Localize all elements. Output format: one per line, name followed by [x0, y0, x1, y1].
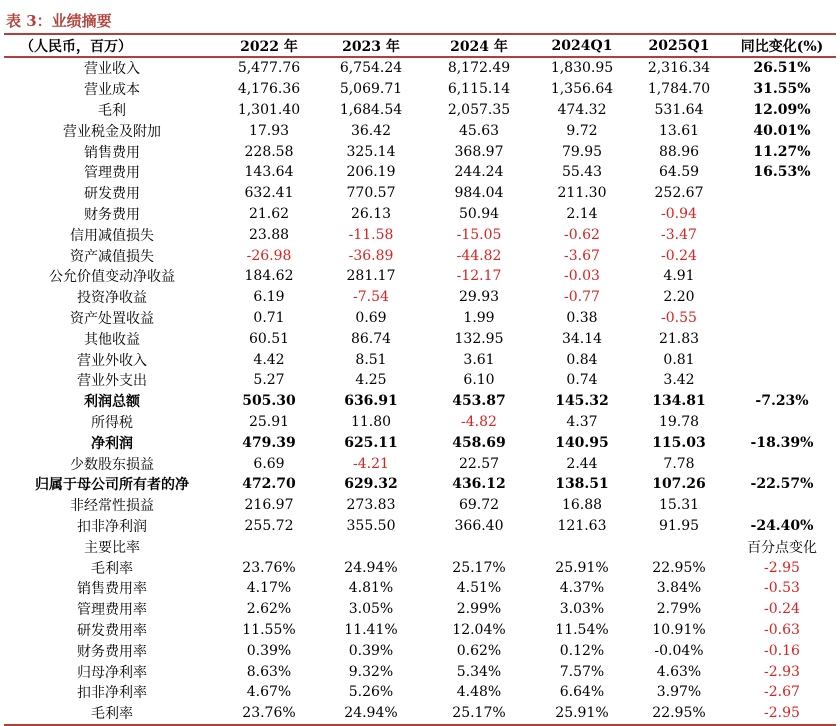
yoy-change-cell: 百分点变化	[747, 539, 817, 556]
value-cell: 636.91	[344, 393, 398, 410]
header-2024q1: 2024Q1	[534, 35, 630, 57]
value-cell: 281.17	[346, 268, 396, 285]
table-row	[4, 245, 836, 266]
row-label: 非经常性损益	[70, 498, 154, 515]
value-cell: 55.43	[561, 164, 603, 181]
table-row	[4, 266, 836, 287]
table-row	[4, 120, 836, 141]
value-cell: 184.62	[244, 268, 294, 285]
yoy-change-cell	[728, 183, 836, 204]
yoy-change-cell: -0.63	[764, 621, 800, 638]
table-row	[4, 620, 836, 641]
value-cell: 2.79%	[656, 601, 702, 618]
table-row	[4, 557, 836, 578]
value-cell: -3.67	[564, 247, 600, 264]
value-cell: 252.67	[654, 185, 704, 202]
value-cell: 770.57	[346, 185, 396, 202]
header-2025q1: 2025Q1	[630, 35, 728, 57]
table-row	[4, 391, 836, 412]
row-label: 营业收入	[84, 61, 140, 78]
row-label: 毛利率	[91, 560, 133, 577]
table-row	[4, 682, 836, 703]
value-cell: 3.84%	[656, 580, 702, 597]
row-label: 研发费用率	[77, 622, 147, 639]
value-cell: -26.98	[246, 247, 292, 264]
row-label: 扣非净利率	[77, 685, 147, 702]
value-cell: 0.69	[355, 309, 387, 326]
yoy-change-cell: -2.95	[728, 703, 836, 725]
row-label: 公允价值变动净收益	[49, 269, 175, 286]
row-label: 少数股东损益	[70, 456, 154, 473]
value-cell: 4.17%	[246, 580, 292, 597]
table-row	[4, 412, 836, 433]
value-cell: 134.81	[652, 393, 706, 410]
table-row	[4, 57, 836, 79]
row-label: 财务费用率	[77, 643, 147, 660]
yoy-change-cell	[728, 266, 836, 287]
header-2022: 2022 年	[220, 35, 318, 57]
yoy-change-cell: -0.16	[764, 642, 800, 659]
value-cell: 6,115.14	[447, 81, 511, 98]
value-cell: -11.58	[348, 226, 394, 243]
value-cell: -0.77	[564, 289, 600, 306]
value-cell: 3.05%	[348, 601, 394, 618]
value-cell	[220, 536, 318, 557]
table-row	[4, 224, 836, 245]
value-cell: 6.64%	[559, 684, 605, 701]
row-label: 毛利	[98, 102, 126, 119]
value-cell: 2.62%	[246, 601, 292, 618]
value-cell: 11.41%	[344, 621, 398, 638]
value-cell: 45.63	[458, 122, 500, 139]
value-cell: 25.91	[248, 413, 290, 430]
value-cell: 25.91%	[534, 703, 630, 725]
value-cell: 22.95%	[652, 559, 706, 576]
value-cell: 1,356.64	[550, 81, 614, 98]
row-label: 扣非净利润	[77, 518, 147, 535]
value-cell	[318, 536, 424, 557]
yoy-change-cell: 40.01%	[753, 122, 811, 139]
value-cell: 6.10	[463, 372, 495, 389]
value-cell: 206.19	[346, 164, 396, 181]
yoy-change-cell: -22.57%	[750, 476, 814, 493]
value-cell: 4.51%	[456, 580, 502, 597]
value-cell: 1,784.70	[647, 81, 711, 98]
table-row	[4, 453, 836, 474]
yoy-change-cell: 12.09%	[753, 101, 811, 118]
row-label: 资产减值损失	[70, 248, 154, 265]
row-label: 利润总额	[84, 394, 140, 411]
value-cell: 25.17%	[424, 703, 534, 725]
value-cell: 21.62	[248, 205, 290, 222]
value-cell: 50.94	[458, 205, 500, 222]
value-cell: 86.74	[350, 330, 392, 347]
value-cell: 0.71	[253, 309, 285, 326]
value-cell	[534, 536, 630, 557]
value-cell: 25.91%	[555, 559, 609, 576]
value-cell: -12.17	[456, 268, 502, 285]
value-cell: 10.91%	[652, 621, 706, 638]
value-cell: 26.13	[350, 205, 392, 222]
value-cell: 8,172.49	[447, 60, 511, 77]
value-cell: 88.96	[658, 143, 700, 160]
value-cell: 121.63	[557, 517, 607, 534]
table-row	[4, 328, 836, 349]
value-cell: 4.67%	[246, 684, 292, 701]
value-cell: 23.76%	[220, 703, 318, 725]
value-cell: 23.88	[248, 226, 290, 243]
value-cell: 273.83	[346, 497, 396, 514]
value-cell: 24.94%	[344, 559, 398, 576]
value-cell: 5,477.76	[237, 60, 301, 77]
row-label: 营业外支出	[77, 373, 147, 390]
row-label: 净利润	[91, 435, 133, 452]
value-cell: 255.72	[244, 517, 294, 534]
value-cell: 60.51	[248, 330, 290, 347]
value-cell: 0.62%	[456, 642, 502, 659]
yoy-change-cell	[728, 349, 836, 370]
value-cell: 22.57	[458, 455, 500, 472]
value-cell: 4.37	[566, 413, 598, 430]
yoy-change-cell	[728, 245, 836, 266]
value-cell: 12.04%	[452, 621, 506, 638]
table-row	[4, 640, 836, 661]
value-cell: 3.42	[663, 372, 695, 389]
value-cell: 366.40	[454, 517, 504, 534]
value-cell: 22.95%	[630, 703, 728, 725]
value-cell: -0.55	[661, 309, 697, 326]
value-cell: 91.95	[658, 517, 700, 534]
value-cell: 5.27	[253, 372, 285, 389]
value-cell: 984.04	[454, 185, 504, 202]
value-cell: 479.39	[242, 434, 296, 451]
value-cell: 11.55%	[242, 621, 296, 638]
value-cell: 0.39%	[348, 642, 394, 659]
value-cell: -7.54	[353, 289, 389, 306]
value-cell: 474.32	[557, 101, 607, 118]
value-cell: 472.70	[242, 476, 296, 493]
value-cell: 2.44	[566, 455, 598, 472]
value-cell: 115.03	[652, 434, 706, 451]
table-row	[4, 599, 836, 620]
value-cell: 2.20	[663, 289, 695, 306]
table-row	[4, 432, 836, 453]
value-cell: 36.42	[350, 122, 392, 139]
table-row	[4, 370, 836, 391]
value-cell: 1,830.95	[550, 60, 614, 77]
table-row	[4, 661, 836, 682]
yoy-change-cell: 11.27%	[753, 143, 811, 160]
yoy-change-cell	[728, 370, 836, 391]
value-cell: 4.91	[663, 268, 695, 285]
value-cell: 17.93	[248, 122, 290, 139]
value-cell: 13.61	[658, 122, 700, 139]
row-label: 毛利率	[4, 703, 220, 725]
value-cell: 2.14	[566, 205, 598, 222]
yoy-change-cell: -18.39%	[750, 434, 814, 451]
value-cell: 325.14	[346, 143, 396, 160]
value-cell: 2,316.34	[647, 60, 711, 77]
value-cell: 211.30	[557, 185, 607, 202]
table-row	[4, 495, 836, 516]
value-cell: -0.03	[564, 268, 600, 285]
value-cell: 21.83	[658, 330, 700, 347]
yoy-change-cell: 26.51%	[753, 60, 811, 77]
value-cell: 0.84	[566, 351, 598, 368]
yoy-change-cell: 16.53%	[753, 164, 811, 181]
value-cell: 11.80	[350, 413, 392, 430]
value-cell: 3.03%	[559, 601, 605, 618]
value-cell: -36.89	[348, 247, 394, 264]
value-cell: -4.82	[461, 413, 497, 430]
header-yoy-change: 同比变化(%)	[728, 35, 836, 57]
header-unit: （人民币，百万）	[4, 35, 220, 57]
value-cell: 453.87	[452, 393, 506, 410]
value-cell: -15.05	[456, 226, 502, 243]
value-cell: -4.21	[353, 455, 389, 472]
value-cell: 79.95	[561, 143, 603, 160]
row-label: 归属于母公司所有者的净	[35, 477, 189, 494]
value-cell: 7.78	[663, 455, 695, 472]
value-cell: 632.41	[244, 185, 294, 202]
yoy-change-cell: 31.55%	[753, 81, 811, 98]
value-cell: 629.32	[344, 476, 398, 493]
header-2023: 2023 年	[318, 35, 424, 57]
value-cell: 19.78	[658, 413, 700, 430]
yoy-change-cell	[728, 495, 836, 516]
table-row	[4, 536, 836, 557]
row-label: 投资净收益	[77, 290, 147, 307]
value-cell: 0.81	[663, 351, 695, 368]
value-cell: 458.69	[452, 434, 506, 451]
table-row	[4, 578, 836, 599]
value-cell: 3.61	[463, 351, 495, 368]
yoy-change-cell	[728, 412, 836, 433]
value-cell: -0.04%	[654, 642, 704, 659]
row-label: 管理费用	[84, 165, 140, 182]
value-cell: 69.72	[458, 497, 500, 514]
value-cell: 4.48%	[456, 684, 502, 701]
table-row	[4, 204, 836, 225]
table-row	[4, 100, 836, 121]
value-cell: 132.95	[454, 330, 504, 347]
table-row	[4, 308, 836, 329]
row-label: 主要比率	[84, 539, 140, 556]
value-cell: -3.47	[661, 226, 697, 243]
table-title: 表 3：业绩摘要	[6, 12, 112, 30]
yoy-change-cell	[728, 328, 836, 349]
row-label: 销售费用率	[77, 581, 147, 598]
value-cell: 4.81%	[348, 580, 394, 597]
table-row	[4, 162, 836, 183]
row-label: 销售费用	[84, 144, 140, 161]
yoy-change-cell: -2.95	[764, 559, 800, 576]
value-cell: 15.31	[658, 497, 700, 514]
table-row	[4, 183, 836, 204]
value-cell: 107.26	[652, 476, 706, 493]
yoy-change-cell: -2.93	[764, 663, 800, 680]
table-row	[4, 703, 836, 725]
table-header-row	[4, 35, 836, 57]
value-cell: -0.24	[661, 247, 697, 264]
row-label: 资产处置收益	[70, 310, 154, 327]
value-cell: 4.25	[355, 372, 387, 389]
table-row	[4, 474, 836, 495]
value-cell: 7.57%	[559, 663, 605, 680]
value-cell: 228.58	[244, 143, 294, 160]
yoy-change-cell: -7.23%	[755, 393, 809, 410]
value-cell: 16.88	[561, 497, 603, 514]
value-cell: 9.32%	[348, 663, 394, 680]
row-label: 所得税	[91, 414, 133, 431]
yoy-change-cell	[728, 308, 836, 329]
row-label: 归母净利率	[77, 664, 147, 681]
value-cell: 64.59	[658, 164, 700, 181]
yoy-change-cell	[728, 287, 836, 308]
value-cell: 29.93	[458, 289, 500, 306]
yoy-change-cell: -24.40%	[750, 517, 814, 534]
row-label: 管理费用率	[77, 602, 147, 619]
table-row	[4, 79, 836, 100]
value-cell: 140.95	[555, 434, 609, 451]
row-label: 营业税金及附加	[63, 123, 161, 140]
yoy-change-cell	[728, 224, 836, 245]
value-cell: 34.14	[561, 330, 603, 347]
value-cell: 143.64	[244, 164, 294, 181]
value-cell	[424, 536, 534, 557]
value-cell: 355.50	[346, 517, 396, 534]
value-cell: 4,176.36	[237, 81, 301, 98]
value-cell: 4.63%	[656, 663, 702, 680]
row-label: 营业外收入	[77, 352, 147, 369]
value-cell: 2,057.35	[447, 101, 511, 118]
value-cell: 6,754.24	[339, 60, 403, 77]
row-label: 财务费用	[84, 206, 140, 223]
value-cell: 23.76%	[242, 559, 296, 576]
value-cell: 4.37%	[559, 580, 605, 597]
value-cell: 1,684.54	[339, 101, 403, 118]
value-cell: 138.51	[555, 476, 609, 493]
value-cell: 531.64	[654, 101, 704, 118]
value-cell: 216.97	[244, 497, 294, 514]
value-cell: 0.74	[566, 372, 598, 389]
value-cell: -44.82	[456, 247, 502, 264]
table-row	[4, 287, 836, 308]
value-cell: 8.51	[355, 351, 387, 368]
header-2024: 2024 年	[424, 35, 534, 57]
value-cell: -0.62	[564, 226, 600, 243]
row-label: 其他收益	[84, 331, 140, 348]
row-label: 营业成本	[84, 82, 140, 99]
yoy-change-cell	[728, 204, 836, 225]
value-cell: 6.69	[253, 455, 285, 472]
row-label: 研发费用	[84, 186, 140, 203]
value-cell: 4.42	[253, 351, 285, 368]
value-cell: 368.97	[454, 143, 504, 160]
yoy-change-cell: -0.24	[764, 601, 800, 618]
yoy-change-cell	[728, 453, 836, 474]
value-cell: 5.26%	[348, 684, 394, 701]
value-cell: 5,069.71	[339, 81, 403, 98]
value-cell: 8.63%	[246, 663, 292, 680]
table-row	[4, 141, 836, 162]
value-cell	[630, 536, 728, 557]
value-cell: -0.94	[661, 205, 697, 222]
yoy-change-cell: -0.53	[764, 580, 800, 597]
value-cell: 5.34%	[456, 663, 502, 680]
value-cell: 1.99	[463, 309, 495, 326]
value-cell: 24.94%	[318, 703, 424, 725]
value-cell: 2.99%	[456, 601, 502, 618]
row-label: 信用减值损失	[70, 227, 154, 244]
value-cell: 0.12%	[559, 642, 605, 659]
value-cell: 1,301.40	[237, 101, 301, 118]
value-cell: 9.72	[566, 122, 598, 139]
value-cell: 505.30	[242, 393, 296, 410]
value-cell: 6.19	[253, 289, 285, 306]
table-row	[4, 349, 836, 370]
value-cell: 25.17%	[452, 559, 506, 576]
value-cell: 11.54%	[555, 621, 609, 638]
value-cell: 244.24	[454, 164, 504, 181]
value-cell: 3.97%	[656, 684, 702, 701]
value-cell: 0.39%	[246, 642, 292, 659]
value-cell: 145.32	[555, 393, 609, 410]
table-row	[4, 516, 836, 537]
performance-summary-table	[4, 35, 836, 726]
value-cell: 625.11	[344, 434, 398, 451]
value-cell: 0.38	[566, 309, 598, 326]
yoy-change-cell: -2.67	[764, 684, 800, 701]
value-cell: 436.12	[452, 476, 506, 493]
